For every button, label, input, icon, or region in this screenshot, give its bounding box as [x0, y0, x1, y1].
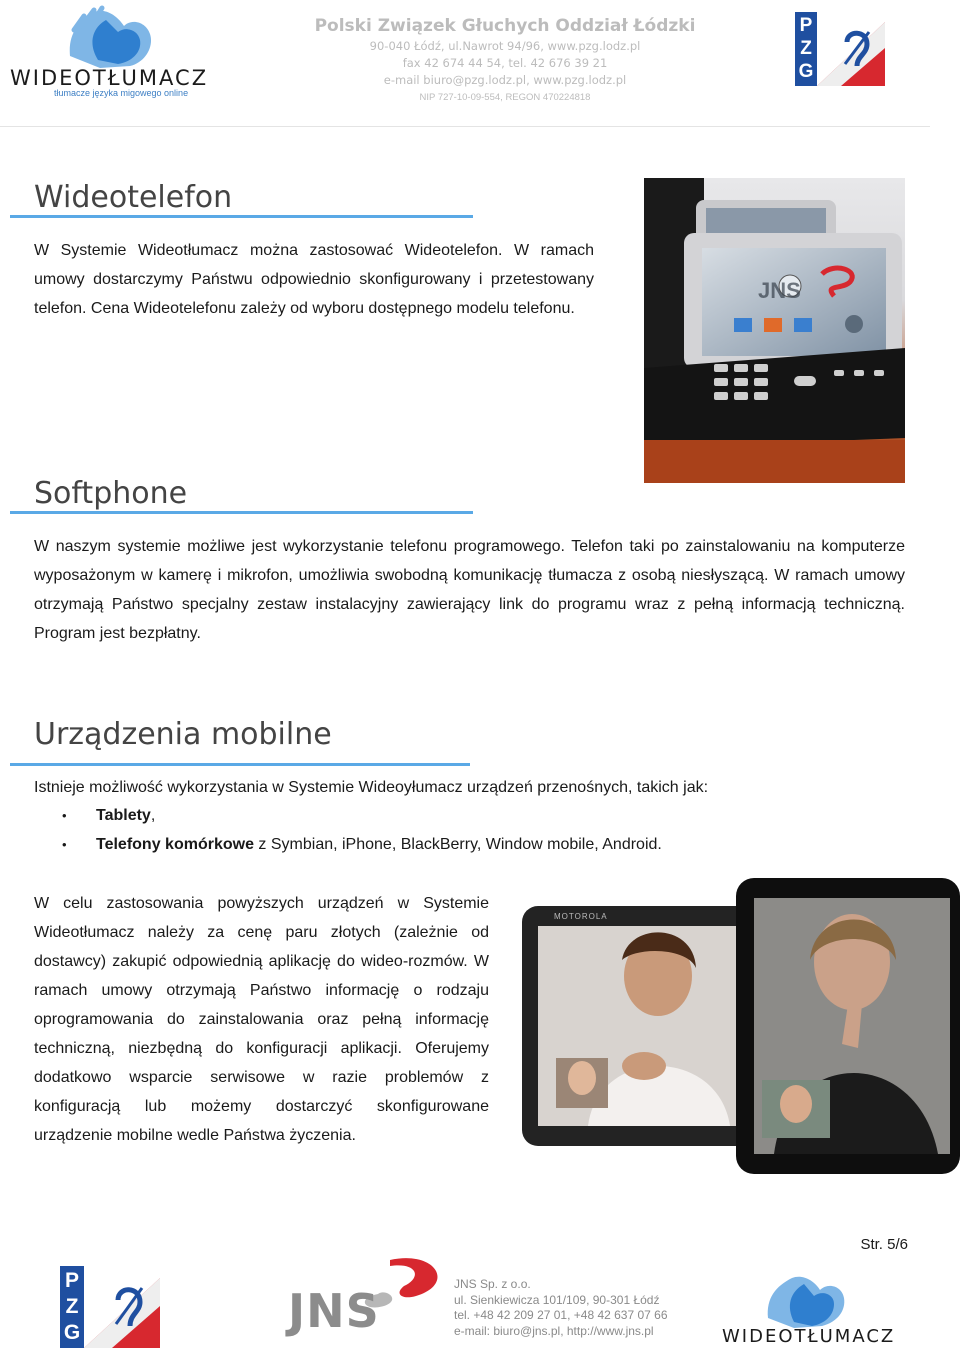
- footer-logo-jns: [286, 1254, 446, 1340]
- org-address: 90-040 Łódź, ul.Nawrot 94/96, www.pzg.lodz.pl: [369, 39, 641, 53]
- heading-underline: [10, 511, 473, 514]
- heading-wideotelefon: Wideotelefon: [34, 180, 233, 215]
- tablet-brand-text: MOTOROLA: [554, 912, 608, 921]
- wideotelefon-text: W Systemie Wideotłumacz można zastosować Wideotelefon. W ramach umowy dostarczymy Państwu odpowiednio skonfigurowany i przetestowany telefon. Cena Wideotelefonu zależy od wyboru dostępnego modelu telefonu.: [34, 242, 594, 317]
- pzg-letters: PZG: [798, 15, 814, 82]
- pzg-letters: PZG: [63, 1269, 81, 1344]
- header-divider: [0, 126, 930, 127]
- header-logo-wideotlumacz: [8, 4, 223, 102]
- org-phones: fax 42 674 44 54, tel. 42 676 39 21: [402, 56, 608, 70]
- hands-logo-icon: [722, 1270, 922, 1330]
- company-street: ul. Sienkiewicza 101/109, 90-301 Łódź: [454, 1292, 660, 1307]
- org-title: Polski Związek Głuchych Oddział Łódzki: [314, 16, 696, 36]
- heading-softphone: Softphone: [34, 476, 188, 511]
- mobile-intro-text: Istnieje możliwość wykorzystania w Systemie Wideoyłumacz urządzeń przenośnych, takich jak:: [34, 779, 709, 796]
- page-number: Str. 5/6: [860, 1236, 908, 1253]
- list-item: • Telefony komórkowe z Symbian, iPhone, BlackBerry, Window mobile, Android.: [62, 830, 662, 859]
- org-ids: NIP 727-10-09-554, REGON 470224818: [419, 92, 591, 103]
- jns-wordmark: JNS: [288, 1284, 380, 1338]
- list-item: • Tablety,: [62, 801, 662, 830]
- heading-underline: [10, 215, 473, 218]
- softphone-text: W naszym systemie możliwe jest wykorzystanie telefonu programowego. Telefon taki po zainstalowaniu na komputerze wyposażonym w kamerę i mikrofon, umożliwia swobodną komunikację tłumacza z osobą niesłyszącą. W ramach umowy otrzymają Państwo specjalny zestaw instalacyjny zawierający link do programu wraz z pełną informacją techniczną. Program jest bezpłatny.: [34, 538, 905, 642]
- company-contact: e-mail: biuro@jns.pl, http://www.jns.pl: [454, 1323, 654, 1338]
- device-list: [62, 801, 662, 859]
- company-phone: tel. +48 42 209 27 01, +48 42 637 07 66: [454, 1308, 668, 1322]
- header-logo-pzg: [795, 12, 885, 86]
- logo-tagline: tłumacze języka migowego online: [54, 88, 189, 98]
- photo-brand-text: JNS: [758, 278, 801, 303]
- footer-logo-pzg: [60, 1266, 160, 1348]
- footer-logo-wideotlumacz: [722, 1270, 922, 1350]
- mobile-text: W celu zastosowania powyższych urządzeń w Systemie Wideotłumacz należy za cenę paru złotych (zależnie od dostawcy) zakupić odpowiednią aplikację do wideo-rozmów. W ramach umowy otrzymają Państwo informację o rodzaju oprogramowania do zainstalowania oraz pełną informację techniczną, niezbędną do konfiguracji aplikacji. Oferujemy dodatkowo wsparcie serwisowe w razie problemów z konfiguracją lub możemy dostarczyć skonfigurowane urządzenie mobilne wedle Państwa życzenia.: [34, 895, 489, 1144]
- org-email: e-mail biuro@pzg.lodz.pl, www.pzg.lodz.pl: [383, 73, 627, 87]
- logo-wordmark: WIDEOTŁUMACZ: [722, 1326, 896, 1347]
- company-name: JNS Sp. z o.o.: [454, 1277, 531, 1291]
- videophone-photo: [644, 178, 905, 483]
- logo-wordmark: WIDEOTŁUMACZ: [10, 66, 209, 90]
- footer-company-info: [454, 1277, 668, 1339]
- tablets-photo: [518, 876, 960, 1176]
- heading-underline: [10, 763, 470, 766]
- org-info: [260, 18, 750, 106]
- heading-mobile-devices: Urządzenia mobilne: [34, 717, 332, 752]
